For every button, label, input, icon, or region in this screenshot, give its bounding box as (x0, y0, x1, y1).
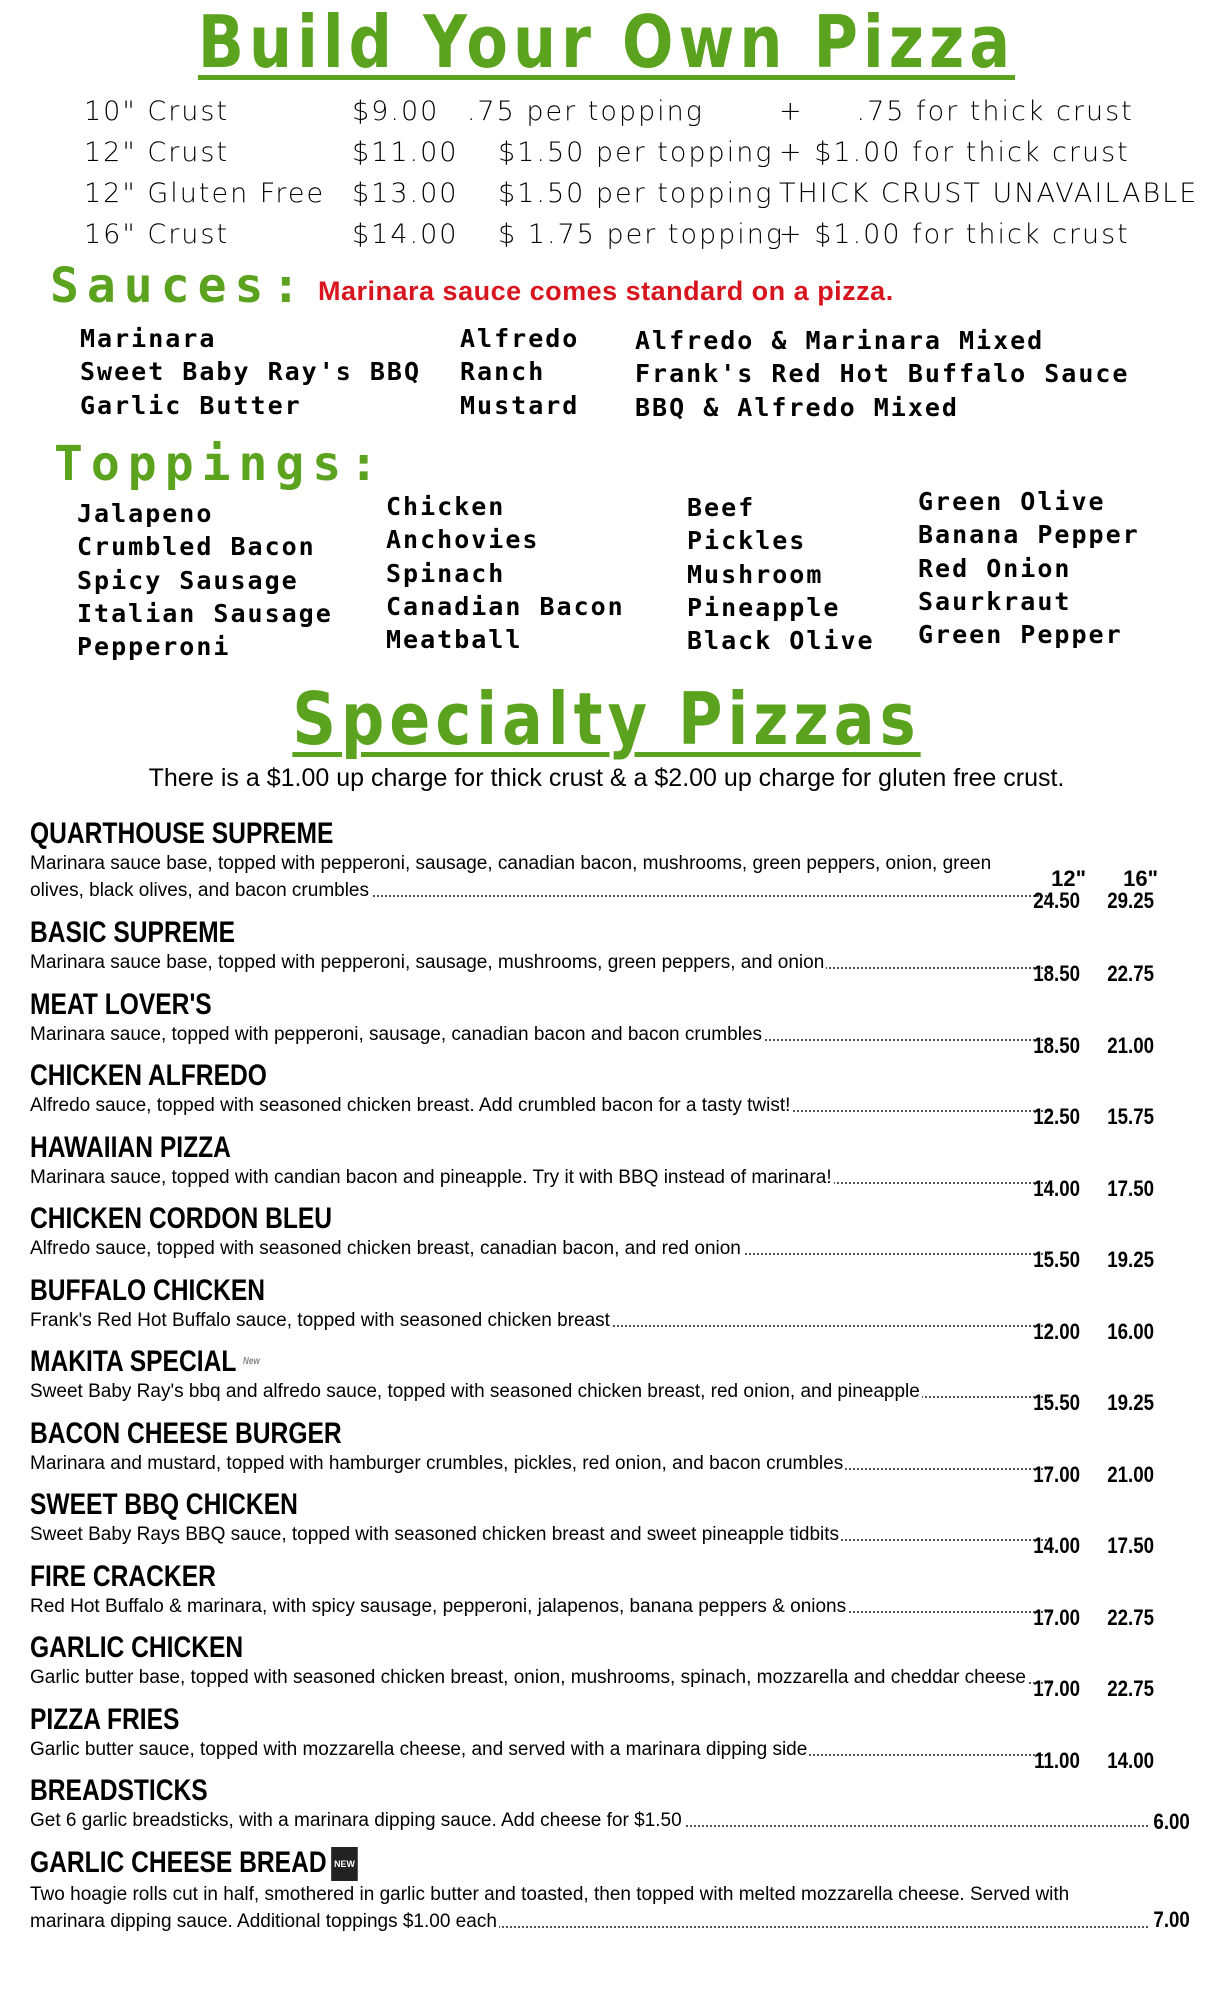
menu-item-name (30, 1489, 981, 1521)
topping-item: Saurkraut (918, 586, 1072, 616)
menu-item-name-text: BACON CHEESE BURGER (30, 1416, 342, 1450)
topping-item: Pineapple (687, 592, 841, 622)
sauce-item: Alfredo & Marinara Mixed (635, 326, 1045, 355)
menu-item-price-16: 21.00 (1107, 1032, 1154, 1058)
menu-item-price-12: 17.00 (1033, 1676, 1080, 1701)
menu-item (30, 1060, 1190, 1132)
menu-item (30, 1346, 1190, 1418)
menu-item-price-12: 11.00 (1034, 1747, 1080, 1773)
menu-item-price-16: 22.75 (1107, 1676, 1154, 1701)
crust-thick-price: THICK CRUST UNAVAILABLE (779, 178, 1199, 209)
menu-item-description-text: Alfredo sauce, topped with seasoned chicken breast. Add crumbled bacon for a tasty twist! (30, 1095, 791, 1116)
menu-item-price-12: 18.50 (1033, 1032, 1080, 1058)
menu-item-description-text: Marinara sauce base, topped with pepperoni, sausage, canadian bacon, mushrooms, green peppers, onion, green olives, black olives, and bacon crumbles (30, 853, 992, 901)
menu-item-name (30, 1132, 981, 1164)
specialty-menu (30, 818, 1190, 1945)
menu-item-description (30, 1092, 1050, 1119)
topping-item: Spicy Sausage (77, 565, 299, 595)
menu-item-name-text: CHICKEN ALFREDO (30, 1059, 267, 1092)
menu-item (30, 1704, 1190, 1776)
specialty-pizzas-title: Specialty Pizzas (292, 677, 921, 761)
menu-item-description (30, 1235, 1050, 1262)
sauces-heading: Sauces: (50, 258, 309, 314)
menu-item-name-text: HAWAIIAN PIZZA (30, 1130, 231, 1164)
topping-item: Meatball (386, 625, 523, 655)
menu-item-description (30, 1521, 1050, 1548)
menu-item-description (30, 1593, 1050, 1620)
menu-item-price-16: 22.75 (1107, 1604, 1154, 1630)
menu-item-description-text: Get 6 garlic breadsticks, with a marinara dipping sauce. Add cheese for $1.50 (30, 1810, 682, 1831)
menu-item-name (30, 1275, 981, 1307)
menu-item-price-16: 19.25 (1107, 1247, 1154, 1272)
topping-column (918, 485, 1140, 651)
menu-item (30, 1275, 1190, 1347)
crust-price: $9.00 (352, 96, 440, 127)
menu-item-name-text: CHICKEN CORDON BLEU (30, 1202, 333, 1235)
topping-column (386, 490, 625, 656)
menu-item-price-16: 15.75 (1107, 1104, 1154, 1129)
sauce-item: Alfredo (460, 324, 580, 353)
menu-item-name (30, 989, 981, 1021)
crust-price: $14.00 (352, 219, 459, 250)
menu-item-name (30, 1704, 981, 1736)
menu-item-name (30, 1203, 981, 1235)
menu-item-description-text: Marinara and mustard, topped with hamburger crumbles, pickles, red onion, and bacon crumbles (30, 1452, 844, 1474)
menu-item-description (30, 1378, 1050, 1405)
crust-topping-price: $1.50 per topping (498, 137, 774, 168)
menu-item-name (30, 818, 981, 850)
menu-item-price-16: 17.50 (1107, 1533, 1154, 1558)
menu-item-name (30, 1060, 981, 1092)
menu-item-name-text: MAKITA SPECIAL (30, 1345, 237, 1378)
menu-item-name (30, 917, 981, 949)
menu-item (30, 818, 1190, 917)
topping-item: Pepperoni (77, 632, 231, 662)
crust-price: $13.00 (352, 178, 459, 209)
menu-item-description (30, 1881, 1148, 1935)
menu-item-name (30, 1418, 981, 1450)
menu-item-price-12: 24.50 (1033, 888, 1080, 913)
crust-thick-price: + $1.00 for thick crust (779, 137, 1130, 168)
menu-item (30, 1847, 1190, 1945)
menu-item-name-text: MEAT LOVER'S (30, 987, 212, 1021)
topping-item: Spinach (386, 558, 506, 588)
build-your-own-title: Build Your Own Pizza (197, 0, 1016, 84)
menu-item-price-16: 14.00 (1107, 1747, 1154, 1773)
crust-price: $11.00 (352, 137, 459, 168)
menu-item-description-text: Sweet Baby Rays BBQ sauce, topped with seasoned chicken breast and sweet pineapple tidbits (30, 1524, 840, 1545)
topping-item: Banana Pepper (918, 520, 1140, 550)
menu-item-name-text: BREADSTICKS (30, 1774, 208, 1807)
menu-item-price-16: 17.50 (1107, 1175, 1154, 1201)
menu-item-price-12: 17.00 (1033, 1604, 1080, 1630)
menu-item-price-12: 14.00 (1033, 1533, 1080, 1558)
topping-item: Beef (687, 493, 756, 522)
new-badge: New (242, 1356, 260, 1367)
menu-item (30, 1132, 1190, 1204)
sauce-item: Sweet Baby Ray's BBQ (80, 357, 422, 387)
menu-item-description-text: Red Hot Buffalo & marinara, with spicy sausage, pepperoni, jalapenos, banana peppers & onions (30, 1595, 847, 1617)
topping-item: Mushroom (687, 559, 824, 589)
topping-item: Green Pepper (918, 620, 1123, 650)
crust-topping-price: $1.50 per topping (498, 178, 774, 209)
topping-item: Canadian Bacon (386, 591, 625, 621)
menu-item (30, 917, 1190, 989)
crust-topping-price: $ 1.75 per topping (498, 219, 785, 250)
new-badge: NEW (331, 1847, 358, 1881)
sauce-column (635, 324, 1130, 424)
menu-item-description-text: Frank's Red Hot Buffalo sauce, topped with seasoned chicken breast (30, 1309, 610, 1331)
sauce-note: Marinara sauce comes standard on a pizza. (318, 276, 894, 306)
menu-item-description-text: Marinara sauce, topped with candian bacon and pineapple. Try it with BBQ instead of marinara! (30, 1166, 832, 1188)
menu-item-price-12: 15.50 (1033, 1390, 1080, 1415)
menu-item-price-12: 14.00 (1033, 1175, 1080, 1201)
menu-item-price-12: 12.00 (1033, 1318, 1080, 1344)
size-header-12: 12" (1051, 866, 1086, 891)
sauce-item: BBQ & Alfredo Mixed (635, 392, 959, 422)
menu-item (30, 1775, 1190, 1847)
menu-item-name-text: GARLIC CHEESE BREAD (30, 1845, 327, 1879)
sauce-item: Marinara (80, 324, 217, 353)
crust-name: 12" Crust (84, 137, 230, 168)
menu-item-price-16: 22.75 (1107, 961, 1154, 986)
menu-item-name-text: BASIC SUPREME (30, 916, 236, 949)
menu-item-description-text: Two hoagie rolls cut in half, smothered in garlic butter and toasted, then topped with melted mozzarella cheese. Served with marinara dipping sauce. Additional toppings $1.00 each (30, 1883, 1070, 1932)
menu-item-price-16: 29.25 (1107, 888, 1154, 913)
menu-item-description (30, 1807, 1148, 1834)
topping-column (77, 497, 333, 663)
menu-item-name (30, 1632, 981, 1664)
menu-item-description (30, 1664, 1050, 1691)
crust-thick-price: + $1.00 for thick crust (779, 219, 1130, 250)
menu-item-price-12: 18.50 (1033, 961, 1080, 986)
topping-item: Chicken (386, 492, 506, 521)
crust-name: 10" Crust (84, 96, 230, 127)
menu-item-description (30, 1307, 1050, 1334)
sauce-item: Ranch (460, 357, 546, 387)
topping-item: Green Olive (918, 487, 1106, 516)
sauce-item: Frank's Red Hot Buffalo Sauce (635, 359, 1130, 389)
menu-item (30, 1489, 1190, 1561)
topping-item: Jalapeno (77, 499, 214, 528)
menu-item-description (30, 1450, 1050, 1477)
menu-item-description-text: Garlic butter base, topped with seasoned chicken breast, onion, mushrooms, spinach, mozzarella and cheddar cheese (30, 1667, 1026, 1688)
topping-item: Anchovies (386, 525, 540, 555)
menu-item-price-16: 16.00 (1107, 1318, 1154, 1344)
menu-item (30, 1203, 1190, 1275)
menu-item-name (30, 1775, 981, 1807)
menu-item-price-16: 19.25 (1107, 1390, 1154, 1415)
menu-item (30, 1561, 1190, 1633)
menu-item-price: 7.00 (1153, 1906, 1190, 1932)
menu-item-name-text: PIZZA FRIES (30, 1702, 180, 1736)
menu-item-description (30, 850, 1050, 904)
topping-item: Italian Sausage (77, 598, 333, 628)
crust-thick-price: + .75 for thick crust (779, 96, 1134, 127)
crust-topping-price: .75 per topping (466, 96, 704, 127)
menu-item-price-12: 12.50 (1033, 1104, 1080, 1129)
menu-item-description-text: Garlic butter sauce, topped with mozzarella cheese, and served with a marinara dipping side (30, 1738, 808, 1760)
menu-item-description-text: Alfredo sauce, topped with seasoned chicken breast, canadian bacon, and red onion (30, 1238, 741, 1259)
sauce-column (80, 322, 421, 422)
topping-item: Red Onion (918, 553, 1072, 583)
menu-item-description (30, 949, 1050, 976)
menu-item-name (30, 1561, 981, 1593)
menu-item-price-12: 17.00 (1033, 1461, 1080, 1487)
menu-item-name-text: FIRE CRACKER (30, 1559, 216, 1593)
topping-column (687, 491, 875, 657)
sauce-item: Garlic Butter (80, 390, 302, 420)
topping-item: Crumbled Bacon (77, 532, 316, 562)
specialty-note: There is a $1.00 up charge for thick crust & a $2.00 up charge for gluten free crust. (148, 764, 1065, 792)
sauce-column (460, 322, 579, 422)
topping-item: Black Olive (687, 626, 875, 656)
size-header-16: 16" (1123, 866, 1158, 891)
menu-item-description-text: Marinara sauce base, topped with pepperoni, sausage, mushrooms, green peppers, and onion (30, 952, 825, 973)
menu-item-price: 6.00 (1153, 1809, 1190, 1834)
menu-item-name-text: GARLIC CHICKEN (30, 1631, 244, 1664)
menu-item-description-text: Sweet Baby Ray's bbq and alfredo sauce, topped with seasoned chicken breast, red onion, and pineapple (30, 1381, 920, 1402)
menu-item (30, 1418, 1190, 1490)
menu-item-description-text: Marinara sauce, topped with pepperoni, sausage, canadian bacon and bacon crumbles (30, 1023, 762, 1045)
crust-name: 16" Crust (84, 219, 230, 250)
menu-item-name-text: QUARTHOUSE SUPREME (30, 817, 334, 850)
menu-item-price-12: 15.50 (1033, 1247, 1080, 1272)
menu-item-name (30, 1847, 981, 1881)
menu-item-description (30, 1736, 1050, 1763)
menu-item-price-16: 21.00 (1107, 1461, 1154, 1487)
toppings-heading: Toppings: (54, 436, 387, 492)
menu-item-name (30, 1346, 981, 1378)
menu-item-name-text: SWEET BBQ CHICKEN (30, 1488, 298, 1521)
menu-item-description (30, 1021, 1050, 1048)
menu-item-description (30, 1164, 1050, 1191)
menu-item-name-text: BUFFALO CHICKEN (30, 1273, 266, 1307)
crust-name: 12" Gluten Free (84, 178, 326, 209)
topping-item: Pickles (687, 526, 807, 556)
menu-item (30, 1632, 1190, 1704)
sauce-item: Mustard (460, 390, 580, 420)
menu-item (30, 989, 1190, 1061)
